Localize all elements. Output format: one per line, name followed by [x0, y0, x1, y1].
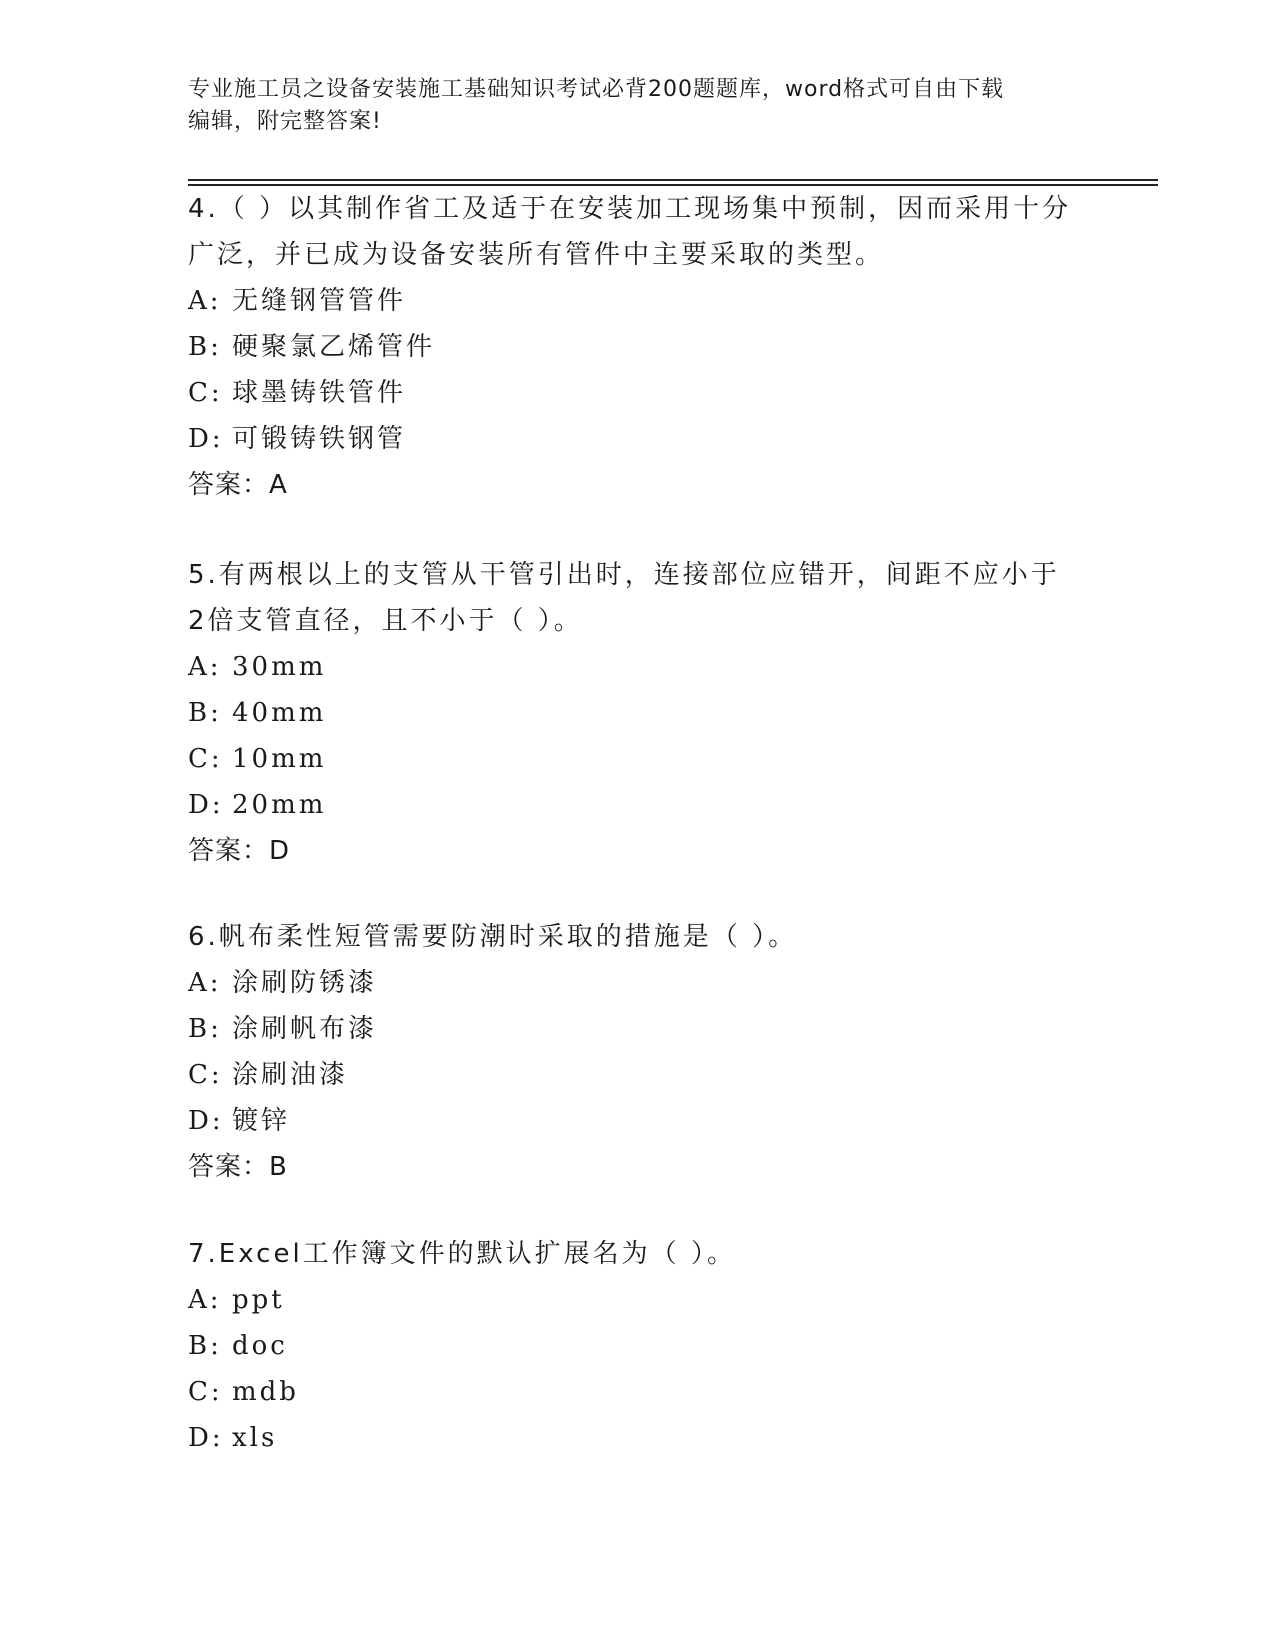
option-letter: B:	[188, 1014, 222, 1044]
option-b	[188, 324, 1088, 370]
answer-line: 答案：A	[188, 470, 288, 500]
option-letter: D:	[188, 790, 224, 820]
option-a	[188, 1277, 1088, 1323]
option-c	[188, 1052, 1088, 1098]
option-d	[188, 416, 1088, 462]
option-text: 镀锌	[232, 1106, 291, 1136]
option-text: doc	[232, 1331, 288, 1361]
question-stem: 6.帆布柔性短管需要防潮时采取的措施是（ ）。	[188, 922, 798, 952]
option-letter: A:	[188, 652, 222, 682]
option-d	[188, 1098, 1088, 1144]
question-7	[188, 1231, 1088, 1461]
option-text: 涂刷帆布漆	[232, 1014, 378, 1044]
option-text: 涂刷防锈漆	[232, 968, 378, 998]
option-text: 20mm	[232, 790, 327, 820]
question-5	[188, 552, 1088, 874]
option-letter: D:	[188, 1423, 224, 1453]
option-text: 30mm	[232, 652, 327, 682]
option-a	[188, 278, 1088, 324]
option-letter: B:	[188, 698, 222, 728]
option-b	[188, 690, 1088, 736]
option-c	[188, 736, 1088, 782]
option-letter: C:	[188, 744, 223, 774]
option-letter: D:	[188, 424, 224, 454]
option-letter: A:	[188, 286, 222, 316]
question-stem: 7.Excel工作簿文件的默认扩展名为（ ）。	[188, 1239, 736, 1269]
option-b	[188, 1006, 1088, 1052]
option-letter: A:	[188, 1285, 222, 1315]
option-letter: B:	[188, 332, 222, 362]
option-b	[188, 1323, 1088, 1369]
option-letter: D:	[188, 1106, 224, 1136]
question-6	[188, 914, 1088, 1190]
option-c	[188, 370, 1088, 416]
option-text: ppt	[232, 1285, 285, 1315]
option-letter: A:	[188, 968, 222, 998]
option-text: 无缝钢管管件	[232, 286, 407, 316]
answer-line: 答案：B	[188, 1152, 288, 1182]
option-text: 球墨铸铁管件	[232, 378, 407, 408]
question-4	[188, 186, 1088, 508]
question-stem: 广泛，并已成为设备安装所有管件中主要采取的类型。	[188, 240, 885, 270]
answer-line: 答案：D	[188, 836, 291, 866]
option-letter: B:	[188, 1331, 222, 1361]
document-header	[188, 74, 1088, 138]
option-text: xls	[232, 1423, 278, 1453]
option-text: mdb	[232, 1377, 299, 1407]
option-letter: C:	[188, 1377, 223, 1407]
header-line-1: 专业施工员之设备安装施工基础知识考试必背200题题库，word格式可自由下载	[188, 77, 1005, 102]
option-d	[188, 1415, 1088, 1461]
option-a	[188, 644, 1088, 690]
option-text: 可锻铸铁钢管	[232, 424, 407, 454]
option-text: 硬聚氯乙烯管件	[232, 332, 436, 362]
question-stem: 5.有两根以上的支管从干管引出时，连接部位应错开，间距不应小于	[188, 560, 1060, 590]
header-divider-top	[188, 179, 1158, 181]
option-c	[188, 1369, 1088, 1415]
header-line-2: 编辑，附完整答案!	[188, 109, 382, 134]
option-letter: C:	[188, 378, 223, 408]
option-text: 40mm	[232, 698, 327, 728]
option-d	[188, 782, 1088, 828]
question-stem: 4.（ ）以其制作省工及适于在安装加工现场集中预制，因而采用十分	[188, 194, 1072, 224]
question-stem: 2倍支管直径，且不小于（ ）。	[188, 606, 583, 636]
option-letter: C:	[188, 1060, 223, 1090]
option-a	[188, 960, 1088, 1006]
option-text: 涂刷油漆	[232, 1060, 349, 1090]
option-text: 10mm	[232, 744, 327, 774]
